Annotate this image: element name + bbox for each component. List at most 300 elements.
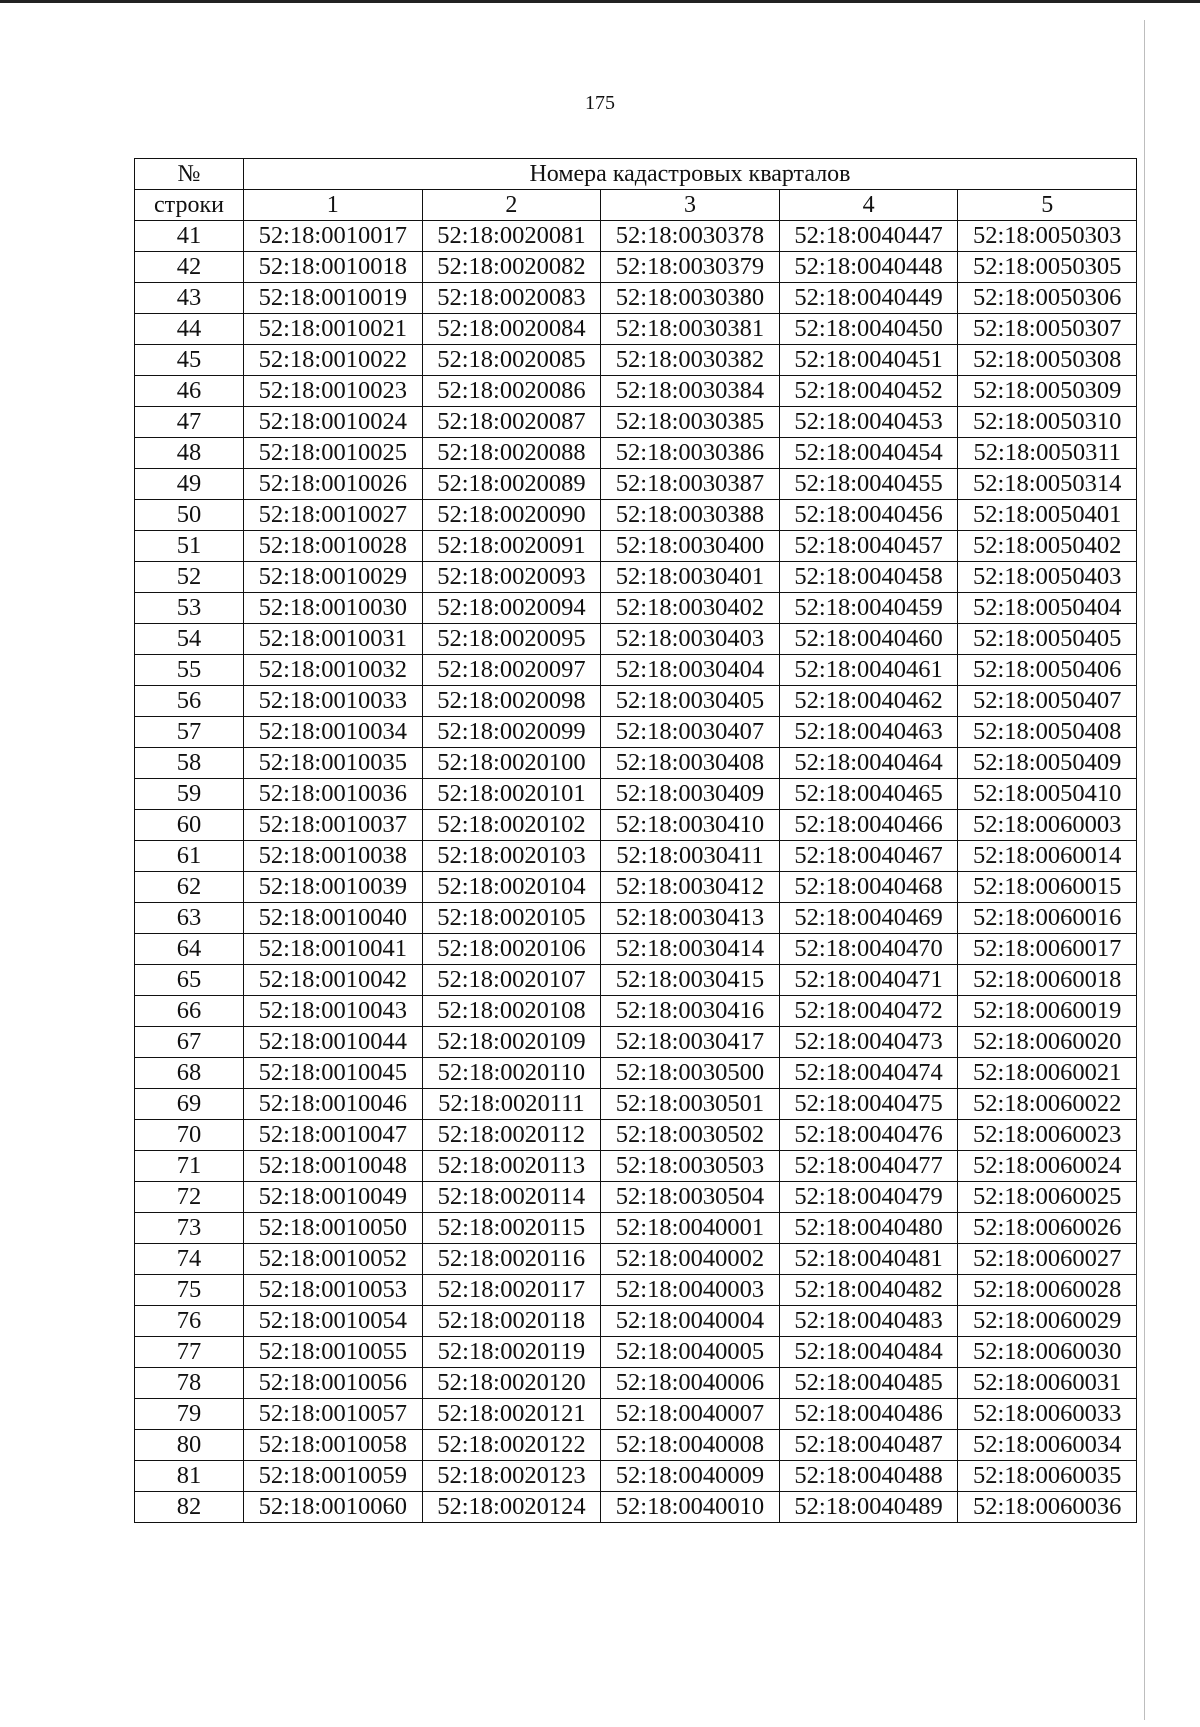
cadastral-number-cell: 52:18:0040475 xyxy=(779,1089,958,1120)
cadastral-number-cell: 52:18:0040459 xyxy=(779,593,958,624)
cadastral-number-cell: 52:18:0020085 xyxy=(422,345,601,376)
cadastral-number-cell: 52:18:0010050 xyxy=(244,1213,423,1244)
cadastral-number-cell: 52:18:0020097 xyxy=(422,655,601,686)
cadastral-number-cell: 52:18:0020119 xyxy=(422,1337,601,1368)
cadastral-number-cell: 52:18:0010024 xyxy=(244,407,423,438)
row-number-cell: 50 xyxy=(135,500,244,531)
cadastral-number-cell: 52:18:0010036 xyxy=(244,779,423,810)
table-row xyxy=(135,531,1137,562)
cadastral-number-cell: 52:18:0030378 xyxy=(601,221,780,252)
cadastral-number-cell: 52:18:0060036 xyxy=(958,1492,1137,1523)
cadastral-number-cell: 52:18:0060024 xyxy=(958,1151,1137,1182)
cadastral-number-cell: 52:18:0030381 xyxy=(601,314,780,345)
row-number-cell: 79 xyxy=(135,1399,244,1430)
column-header-1: 1 xyxy=(244,190,423,221)
cadastral-number-cell: 52:18:0040477 xyxy=(779,1151,958,1182)
table-row xyxy=(135,1306,1137,1337)
cadastral-number-cell: 52:18:0030503 xyxy=(601,1151,780,1182)
cadastral-number-cell: 52:18:0040008 xyxy=(601,1430,780,1461)
cadastral-number-cell: 52:18:0040005 xyxy=(601,1337,780,1368)
cadastral-number-cell: 52:18:0010042 xyxy=(244,965,423,996)
cadastral-number-cell: 52:18:0020094 xyxy=(422,593,601,624)
cadastral-number-cell: 52:18:0020104 xyxy=(422,872,601,903)
cadastral-number-cell: 52:18:0040481 xyxy=(779,1244,958,1275)
cadastral-number-cell: 52:18:0020098 xyxy=(422,686,601,717)
cadastral-number-cell: 52:18:0030402 xyxy=(601,593,780,624)
row-number-cell: 53 xyxy=(135,593,244,624)
cadastral-number-cell: 52:18:0010053 xyxy=(244,1275,423,1306)
row-number-header-top: № xyxy=(135,159,244,190)
cadastral-number-cell: 52:18:0040462 xyxy=(779,686,958,717)
row-number-cell: 75 xyxy=(135,1275,244,1306)
cadastral-number-cell: 52:18:0030400 xyxy=(601,531,780,562)
cadastral-number-cell: 52:18:0010021 xyxy=(244,314,423,345)
cadastral-number-cell: 52:18:0020123 xyxy=(422,1461,601,1492)
cadastral-number-cell: 52:18:0020110 xyxy=(422,1058,601,1089)
cadastral-number-cell: 52:18:0020106 xyxy=(422,934,601,965)
cadastral-number-cell: 52:18:0010047 xyxy=(244,1120,423,1151)
table-row xyxy=(135,1027,1137,1058)
cadastral-number-cell: 52:18:0050311 xyxy=(958,438,1137,469)
cadastral-number-cell: 52:18:0010059 xyxy=(244,1461,423,1492)
cadastral-number-cell: 52:18:0030417 xyxy=(601,1027,780,1058)
table-row xyxy=(135,562,1137,593)
row-number-cell: 44 xyxy=(135,314,244,345)
cadastral-number-cell: 52:18:0020114 xyxy=(422,1182,601,1213)
cadastral-number-cell: 52:18:0030410 xyxy=(601,810,780,841)
cadastral-number-cell: 52:18:0040452 xyxy=(779,376,958,407)
cadastral-number-cell: 52:18:0040455 xyxy=(779,469,958,500)
row-number-cell: 82 xyxy=(135,1492,244,1523)
cadastral-number-cell: 52:18:0030404 xyxy=(601,655,780,686)
cadastral-number-cell: 52:18:0060016 xyxy=(958,903,1137,934)
cadastral-number-cell: 52:18:0010033 xyxy=(244,686,423,717)
cadastral-number-cell: 52:18:0050409 xyxy=(958,748,1137,779)
row-number-cell: 43 xyxy=(135,283,244,314)
cadastral-number-cell: 52:18:0010032 xyxy=(244,655,423,686)
row-number-cell: 60 xyxy=(135,810,244,841)
cadastral-number-cell: 52:18:0040457 xyxy=(779,531,958,562)
cadastral-number-cell: 52:18:0040461 xyxy=(779,655,958,686)
cadastral-number-cell: 52:18:0060034 xyxy=(958,1430,1137,1461)
table-row xyxy=(135,1337,1137,1368)
cadastral-number-cell: 52:18:0010041 xyxy=(244,934,423,965)
cadastral-number-cell: 52:18:0040466 xyxy=(779,810,958,841)
page-right-edge xyxy=(1144,20,1145,1720)
cadastral-number-cell: 52:18:0040453 xyxy=(779,407,958,438)
cadastral-number-cell: 52:18:0010025 xyxy=(244,438,423,469)
cadastral-number-cell: 52:18:0040479 xyxy=(779,1182,958,1213)
table-row xyxy=(135,1120,1137,1151)
row-number-cell: 49 xyxy=(135,469,244,500)
row-number-cell: 81 xyxy=(135,1461,244,1492)
row-number-cell: 48 xyxy=(135,438,244,469)
column-header-2: 2 xyxy=(422,190,601,221)
cadastral-number-cell: 52:18:0010031 xyxy=(244,624,423,655)
cadastral-number-cell: 52:18:0030401 xyxy=(601,562,780,593)
cadastral-number-cell: 52:18:0020122 xyxy=(422,1430,601,1461)
page-top-edge xyxy=(0,0,1200,3)
cadastral-number-cell: 52:18:0020103 xyxy=(422,841,601,872)
cadastral-number-cell: 52:18:0010017 xyxy=(244,221,423,252)
table-row xyxy=(135,655,1137,686)
cadastral-number-cell: 52:18:0060020 xyxy=(958,1027,1137,1058)
cadastral-number-cell: 52:18:0020108 xyxy=(422,996,601,1027)
cadastral-number-cell: 52:18:0060021 xyxy=(958,1058,1137,1089)
cadastral-number-cell: 52:18:0010035 xyxy=(244,748,423,779)
table-row xyxy=(135,1089,1137,1120)
cadastral-number-cell: 52:18:0040447 xyxy=(779,221,958,252)
cadastral-number-cell: 52:18:0040002 xyxy=(601,1244,780,1275)
cadastral-number-cell: 52:18:0010045 xyxy=(244,1058,423,1089)
cadastral-number-cell: 52:18:0050309 xyxy=(958,376,1137,407)
cadastral-number-cell: 52:18:0040470 xyxy=(779,934,958,965)
table-row xyxy=(135,1461,1137,1492)
cadastral-number-cell: 52:18:0040450 xyxy=(779,314,958,345)
cadastral-number-cell: 52:18:0030414 xyxy=(601,934,780,965)
cadastral-number-cell: 52:18:0020084 xyxy=(422,314,601,345)
row-number-cell: 54 xyxy=(135,624,244,655)
table-row xyxy=(135,903,1137,934)
cadastral-number-cell: 52:18:0050403 xyxy=(958,562,1137,593)
cadastral-number-cell: 52:18:0040448 xyxy=(779,252,958,283)
table-row xyxy=(135,252,1137,283)
cadastral-number-cell: 52:18:0030408 xyxy=(601,748,780,779)
cadastral-number-cell: 52:18:0010018 xyxy=(244,252,423,283)
cadastral-number-cell: 52:18:0010043 xyxy=(244,996,423,1027)
header-row-top xyxy=(135,159,1137,190)
table-row xyxy=(135,1182,1137,1213)
cadastral-number-cell: 52:18:0040449 xyxy=(779,283,958,314)
cadastral-number-cell: 52:18:0020087 xyxy=(422,407,601,438)
table-row xyxy=(135,407,1137,438)
cadastral-number-cell: 52:18:0050408 xyxy=(958,717,1137,748)
cadastral-number-cell: 52:18:0040469 xyxy=(779,903,958,934)
cadastral-number-cell: 52:18:0060023 xyxy=(958,1120,1137,1151)
cadastral-number-cell: 52:18:0040482 xyxy=(779,1275,958,1306)
cadastral-number-cell: 52:18:0020100 xyxy=(422,748,601,779)
table-row xyxy=(135,438,1137,469)
table-row xyxy=(135,872,1137,903)
cadastral-number-cell: 52:18:0030384 xyxy=(601,376,780,407)
table-row xyxy=(135,717,1137,748)
cadastral-number-cell: 52:18:0050308 xyxy=(958,345,1137,376)
cadastral-number-cell: 52:18:0040010 xyxy=(601,1492,780,1523)
row-number-cell: 73 xyxy=(135,1213,244,1244)
cadastral-number-cell: 52:18:0020107 xyxy=(422,965,601,996)
cadastral-number-cell: 52:18:0010029 xyxy=(244,562,423,593)
row-number-cell: 68 xyxy=(135,1058,244,1089)
cadastral-number-cell: 52:18:0040007 xyxy=(601,1399,780,1430)
cadastral-number-cell: 52:18:0020111 xyxy=(422,1089,601,1120)
cadastral-table-container xyxy=(134,158,1137,1523)
cadastral-number-cell: 52:18:0020113 xyxy=(422,1151,601,1182)
cadastral-number-cell: 52:18:0030416 xyxy=(601,996,780,1027)
cadastral-number-cell: 52:18:0060022 xyxy=(958,1089,1137,1120)
cadastral-number-cell: 52:18:0050314 xyxy=(958,469,1137,500)
cadastral-number-cell: 52:18:0050406 xyxy=(958,655,1137,686)
cadastral-number-cell: 52:18:0060026 xyxy=(958,1213,1137,1244)
table-row xyxy=(135,810,1137,841)
cadastral-number-cell: 52:18:0040456 xyxy=(779,500,958,531)
row-number-cell: 51 xyxy=(135,531,244,562)
table-row xyxy=(135,1399,1137,1430)
cadastral-number-cell: 52:18:0040467 xyxy=(779,841,958,872)
cadastral-number-cell: 52:18:0030387 xyxy=(601,469,780,500)
cadastral-number-cell: 52:18:0010049 xyxy=(244,1182,423,1213)
cadastral-number-cell: 52:18:0040476 xyxy=(779,1120,958,1151)
table-row xyxy=(135,934,1137,965)
table-row xyxy=(135,996,1137,1027)
cadastral-number-cell: 52:18:0030409 xyxy=(601,779,780,810)
cadastral-number-cell: 52:18:0010026 xyxy=(244,469,423,500)
table-row xyxy=(135,1492,1137,1523)
row-number-cell: 66 xyxy=(135,996,244,1027)
row-number-cell: 72 xyxy=(135,1182,244,1213)
column-header-5: 5 xyxy=(958,190,1137,221)
table-row xyxy=(135,469,1137,500)
row-number-cell: 74 xyxy=(135,1244,244,1275)
row-number-cell: 56 xyxy=(135,686,244,717)
cadastral-number-cell: 52:18:0010040 xyxy=(244,903,423,934)
table-row xyxy=(135,376,1137,407)
cadastral-number-cell: 52:18:0060003 xyxy=(958,810,1137,841)
cadastral-number-cell: 52:18:0020101 xyxy=(422,779,601,810)
cadastral-number-cell: 52:18:0020086 xyxy=(422,376,601,407)
table-row xyxy=(135,1213,1137,1244)
table-row xyxy=(135,221,1137,252)
table-row xyxy=(135,283,1137,314)
cadastral-number-cell: 52:18:0040006 xyxy=(601,1368,780,1399)
table-row xyxy=(135,1058,1137,1089)
cadastral-number-cell: 52:18:0050307 xyxy=(958,314,1137,345)
cadastral-number-cell: 52:18:0040460 xyxy=(779,624,958,655)
cadastral-number-cell: 52:18:0040489 xyxy=(779,1492,958,1523)
cadastral-number-cell: 52:18:0050407 xyxy=(958,686,1137,717)
row-number-cell: 64 xyxy=(135,934,244,965)
cadastral-number-cell: 52:18:0050310 xyxy=(958,407,1137,438)
row-number-cell: 46 xyxy=(135,376,244,407)
cadastral-number-cell: 52:18:0030382 xyxy=(601,345,780,376)
cadastral-number-cell: 52:18:0030385 xyxy=(601,407,780,438)
cadastral-number-cell: 52:18:0040468 xyxy=(779,872,958,903)
cadastral-number-cell: 52:18:0040483 xyxy=(779,1306,958,1337)
row-number-cell: 41 xyxy=(135,221,244,252)
cadastral-number-cell: 52:18:0060018 xyxy=(958,965,1137,996)
cadastral-number-cell: 52:18:0050410 xyxy=(958,779,1137,810)
cadastral-number-cell: 52:18:0050401 xyxy=(958,500,1137,531)
cadastral-number-cell: 52:18:0060019 xyxy=(958,996,1137,1027)
cadastral-number-cell: 52:18:0010030 xyxy=(244,593,423,624)
table-row xyxy=(135,593,1137,624)
page-number: 175 xyxy=(585,92,615,114)
cadastral-number-cell: 52:18:0040451 xyxy=(779,345,958,376)
column-header-3: 3 xyxy=(601,190,780,221)
cadastral-number-cell: 52:18:0050404 xyxy=(958,593,1137,624)
table-row xyxy=(135,500,1137,531)
cadastral-number-cell: 52:18:0020102 xyxy=(422,810,601,841)
cadastral-number-cell: 52:18:0020089 xyxy=(422,469,601,500)
cadastral-number-cell: 52:18:0060028 xyxy=(958,1275,1137,1306)
cadastral-number-cell: 52:18:0010057 xyxy=(244,1399,423,1430)
cadastral-number-cell: 52:18:0040472 xyxy=(779,996,958,1027)
cadastral-number-cell: 52:18:0030407 xyxy=(601,717,780,748)
table-row xyxy=(135,686,1137,717)
table-row xyxy=(135,748,1137,779)
cadastral-number-cell: 52:18:0010027 xyxy=(244,500,423,531)
cadastral-number-cell: 52:18:0020112 xyxy=(422,1120,601,1151)
group-header-title: Номера кадастровых кварталов xyxy=(244,159,1137,190)
cadastral-number-cell: 52:18:0060027 xyxy=(958,1244,1137,1275)
cadastral-number-cell: 52:18:0020109 xyxy=(422,1027,601,1058)
cadastral-number-cell: 52:18:0020090 xyxy=(422,500,601,531)
cadastral-number-cell: 52:18:0030386 xyxy=(601,438,780,469)
cadastral-number-cell: 52:18:0060029 xyxy=(958,1306,1137,1337)
cadastral-number-cell: 52:18:0010044 xyxy=(244,1027,423,1058)
row-number-cell: 76 xyxy=(135,1306,244,1337)
cadastral-number-cell: 52:18:0040486 xyxy=(779,1399,958,1430)
cadastral-number-cell: 52:18:0010060 xyxy=(244,1492,423,1523)
cadastral-number-cell: 52:18:0010019 xyxy=(244,283,423,314)
cadastral-number-cell: 52:18:0050303 xyxy=(958,221,1137,252)
table-body xyxy=(135,221,1137,1523)
cadastral-number-cell: 52:18:0040488 xyxy=(779,1461,958,1492)
cadastral-number-cell: 52:18:0040465 xyxy=(779,779,958,810)
cadastral-number-cell: 52:18:0030415 xyxy=(601,965,780,996)
table-row xyxy=(135,314,1137,345)
row-number-cell: 69 xyxy=(135,1089,244,1120)
table-row xyxy=(135,1151,1137,1182)
cadastral-number-cell: 52:18:0010052 xyxy=(244,1244,423,1275)
row-number-cell: 62 xyxy=(135,872,244,903)
row-number-cell: 77 xyxy=(135,1337,244,1368)
cadastral-number-cell: 52:18:0030411 xyxy=(601,841,780,872)
cadastral-number-cell: 52:18:0040001 xyxy=(601,1213,780,1244)
cadastral-number-cell: 52:18:0060025 xyxy=(958,1182,1137,1213)
cadastral-number-cell: 52:18:0020117 xyxy=(422,1275,601,1306)
row-number-cell: 45 xyxy=(135,345,244,376)
row-number-cell: 59 xyxy=(135,779,244,810)
cadastral-number-cell: 52:18:0010056 xyxy=(244,1368,423,1399)
cadastral-number-cell: 52:18:0040464 xyxy=(779,748,958,779)
cadastral-number-cell: 52:18:0050402 xyxy=(958,531,1137,562)
cadastral-number-cell: 52:18:0020105 xyxy=(422,903,601,934)
cadastral-number-cell: 52:18:0020081 xyxy=(422,221,601,252)
cadastral-number-cell: 52:18:0030502 xyxy=(601,1120,780,1151)
cadastral-number-cell: 52:18:0020099 xyxy=(422,717,601,748)
cadastral-number-cell: 52:18:0050306 xyxy=(958,283,1137,314)
cadastral-number-cell: 52:18:0010039 xyxy=(244,872,423,903)
cadastral-number-cell: 52:18:0040484 xyxy=(779,1337,958,1368)
cadastral-number-cell: 52:18:0010054 xyxy=(244,1306,423,1337)
cadastral-number-cell: 52:18:0010048 xyxy=(244,1151,423,1182)
cadastral-number-cell: 52:18:0060035 xyxy=(958,1461,1137,1492)
cadastral-number-cell: 52:18:0060017 xyxy=(958,934,1137,965)
cadastral-number-cell: 52:18:0040454 xyxy=(779,438,958,469)
cadastral-number-cell: 52:18:0050405 xyxy=(958,624,1137,655)
row-number-cell: 78 xyxy=(135,1368,244,1399)
row-number-cell: 55 xyxy=(135,655,244,686)
cadastral-number-cell: 52:18:0040485 xyxy=(779,1368,958,1399)
table-row xyxy=(135,1275,1137,1306)
row-number-cell: 63 xyxy=(135,903,244,934)
cadastral-number-cell: 52:18:0040003 xyxy=(601,1275,780,1306)
cadastral-number-cell: 52:18:0020088 xyxy=(422,438,601,469)
row-number-cell: 80 xyxy=(135,1430,244,1461)
table-row xyxy=(135,1430,1137,1461)
cadastral-number-cell: 52:18:0060033 xyxy=(958,1399,1137,1430)
cadastral-number-cell: 52:18:0020095 xyxy=(422,624,601,655)
cadastral-number-cell: 52:18:0040487 xyxy=(779,1430,958,1461)
cadastral-number-cell: 52:18:0030413 xyxy=(601,903,780,934)
cadastral-number-cell: 52:18:0010038 xyxy=(244,841,423,872)
cadastral-number-cell: 52:18:0030500 xyxy=(601,1058,780,1089)
cadastral-number-cell: 52:18:0040480 xyxy=(779,1213,958,1244)
row-number-cell: 61 xyxy=(135,841,244,872)
cadastral-number-cell: 52:18:0020083 xyxy=(422,283,601,314)
cadastral-number-cell: 52:18:0030379 xyxy=(601,252,780,283)
cadastral-number-cell: 52:18:0060014 xyxy=(958,841,1137,872)
cadastral-quarters-table xyxy=(134,158,1137,1523)
cadastral-number-cell: 52:18:0020093 xyxy=(422,562,601,593)
cadastral-number-cell: 52:18:0060031 xyxy=(958,1368,1137,1399)
cadastral-number-cell: 52:18:0020124 xyxy=(422,1492,601,1523)
row-number-cell: 65 xyxy=(135,965,244,996)
row-number-cell: 42 xyxy=(135,252,244,283)
cadastral-number-cell: 52:18:0040458 xyxy=(779,562,958,593)
cadastral-number-cell: 52:18:0010037 xyxy=(244,810,423,841)
header-row-bottom xyxy=(135,190,1137,221)
cadastral-number-cell: 52:18:0060030 xyxy=(958,1337,1137,1368)
table-row xyxy=(135,1244,1137,1275)
cadastral-number-cell: 52:18:0020116 xyxy=(422,1244,601,1275)
cadastral-number-cell: 52:18:0040474 xyxy=(779,1058,958,1089)
cadastral-number-cell: 52:18:0010022 xyxy=(244,345,423,376)
cadastral-number-cell: 52:18:0030405 xyxy=(601,686,780,717)
row-number-cell: 47 xyxy=(135,407,244,438)
cadastral-number-cell: 52:18:0020082 xyxy=(422,252,601,283)
row-number-cell: 67 xyxy=(135,1027,244,1058)
cadastral-number-cell: 52:18:0030380 xyxy=(601,283,780,314)
cadastral-number-cell: 52:18:0040009 xyxy=(601,1461,780,1492)
table-row xyxy=(135,965,1137,996)
row-number-cell: 52 xyxy=(135,562,244,593)
cadastral-number-cell: 52:18:0060015 xyxy=(958,872,1137,903)
row-number-header-bottom: строки xyxy=(135,190,244,221)
cadastral-number-cell: 52:18:0010046 xyxy=(244,1089,423,1120)
cadastral-number-cell: 52:18:0010034 xyxy=(244,717,423,748)
row-number-cell: 71 xyxy=(135,1151,244,1182)
table-row xyxy=(135,624,1137,655)
row-number-cell: 58 xyxy=(135,748,244,779)
cadastral-number-cell: 52:18:0040463 xyxy=(779,717,958,748)
cadastral-number-cell: 52:18:0020115 xyxy=(422,1213,601,1244)
table-row xyxy=(135,841,1137,872)
row-number-cell: 57 xyxy=(135,717,244,748)
cadastral-number-cell: 52:18:0040004 xyxy=(601,1306,780,1337)
cadastral-number-cell: 52:18:0050305 xyxy=(958,252,1137,283)
cadastral-number-cell: 52:18:0030504 xyxy=(601,1182,780,1213)
cadastral-number-cell: 52:18:0020121 xyxy=(422,1399,601,1430)
cadastral-number-cell: 52:18:0010028 xyxy=(244,531,423,562)
cadastral-number-cell: 52:18:0020120 xyxy=(422,1368,601,1399)
cadastral-number-cell: 52:18:0010058 xyxy=(244,1430,423,1461)
table-row xyxy=(135,345,1137,376)
cadastral-number-cell: 52:18:0020091 xyxy=(422,531,601,562)
cadastral-number-cell: 52:18:0040471 xyxy=(779,965,958,996)
row-number-cell: 70 xyxy=(135,1120,244,1151)
cadastral-number-cell: 52:18:0030403 xyxy=(601,624,780,655)
